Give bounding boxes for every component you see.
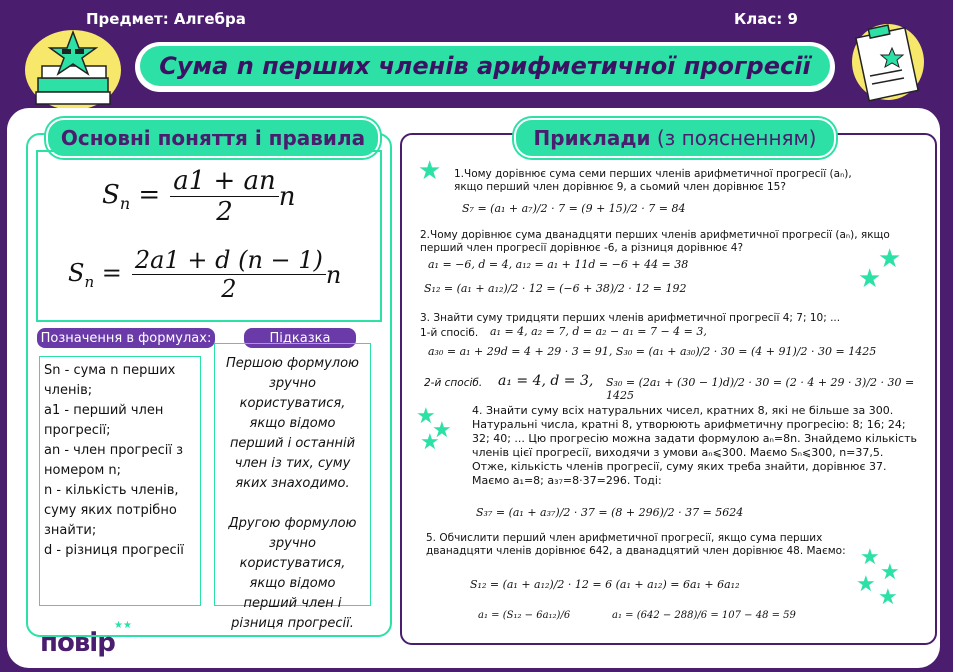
definitions-list [39, 356, 201, 606]
rules-title: Основні поняття і правила [46, 118, 380, 158]
example-2-equation-2: S₁₂ = (a₁ + a₁₂)/2 · 12 = (−6 + 38)/2 · 12 = 192 [424, 282, 687, 295]
star-icon: ★ [856, 572, 876, 597]
example-3-way-2: 2-й спосіб. [424, 377, 483, 389]
books-star-icon [18, 22, 128, 112]
formula-sum-2: $S_n$ = $\frac{2a1 + d (n - 1)}{2}$ n [68, 246, 342, 303]
star-icon: ★ [416, 404, 436, 429]
star-icon: ★ [418, 156, 442, 186]
page-title: Сума n перших членів арифметичної прогресії [140, 46, 830, 86]
example-3-equation-3: a₁ = 4, d = 3, [498, 373, 594, 389]
example-5-equation-1: S₁₂ = (a₁ + a₁₂)/2 · 12 = 6 (a₁ + a₁₂) = 6a₁ + 6a₁₂ [470, 578, 740, 591]
logo-stars-icon: ★★ [114, 620, 132, 631]
example-5-equation-3: a₁ = (642 − 288)/6 = 107 − 48 = 59 [612, 610, 796, 621]
example-1-equation: S₇ = (a₁ + a₇)/2 · 7 = (9 + 15)/2 · 7 = 84 [462, 202, 686, 215]
def-a1: a1 - перший член прогресії; [44, 403, 164, 438]
example-3-equation-1: a₁ = 4, a₂ = 7, d = a₂ − a₁ = 7 − 4 = 3, [490, 325, 707, 338]
hint-tag: Підказка [244, 328, 356, 348]
def-an: an - член прогресії з номером n; [44, 443, 183, 478]
hint-first: Першою формулою зручно користуватися, якщо відомо перший і останній член із тих, суму яких знаходимо. [226, 356, 359, 491]
example-3-text: 3. Знайти суму тридцяти перших членів арифметичної прогресії 4; 7; 10; ... [420, 312, 841, 324]
star-icon: ★ [420, 430, 440, 455]
star-icon: ★ [858, 264, 882, 294]
example-2-text: 2.Чому дорівнює сума дванадцяти перших членів арифметичної прогресії (aₙ), якщо перший член прогресії дорівнює -6, а різниця дорівнює 4? [420, 229, 890, 254]
example-4-text: 4. Знайти суму всіх натуральних чисел, кратних 8, які не більше за 300. Натуральні числа, кратні 8, утворюють арифметичну прогресію: 8; 16; 24; 32; 40; ... Цю прогресію можна задати формулою aₙ=8n. Знайдемо кількість членів цієї прогресії, виходячи з умови aₙ⩽300. Маємо Sₙ⩽300, n=37,5. Отже, кількість членів прогресії, суму яких треба знайти, дорівнює 37. Маємо a₁=8; a₃₇=8·37=296. Тоді: [472, 404, 917, 487]
hint-second: Другою формулою зручно користуватися, якщо відомо перший член і різниця прогресії. [228, 516, 357, 631]
star-icon: ★ [878, 244, 902, 274]
example-3-equation-2: a₃₀ = a₁ + 29d = 4 + 29 · 3 = 91, S₃₀ = (a₁ + a₃₀)/2 · 30 = (4 + 91)/2 · 30 = 1425 [428, 345, 877, 358]
star-icon: ★ [860, 545, 880, 570]
star-icon: ★ [878, 585, 898, 610]
logo: повір [40, 628, 115, 658]
star-icon: ★ [432, 418, 452, 443]
def-d: d - різниця прогресії [44, 543, 184, 558]
grade-label: Клас: 9 [734, 10, 798, 28]
example-5-text: 5. Обчислити перший член арифметичної прогресії, якщо сума перших дванадцяти членів дорівнює 642, а дванадцятий член дорівнює 48. Маємо: [426, 532, 846, 557]
notation-tag: Позначення в формулах: [37, 328, 215, 348]
hint-box [214, 343, 371, 631]
example-1-text: 1.Чому дорівнює сума семи перших членів арифметичної прогресії (aₙ), якщо перший член дорівнює 9, а сьомий член дорівнює 15? [454, 168, 852, 193]
example-2-equation-1: a₁ = −6, d = 4, a₁₂ = a₁ + 11d = −6 + 44 = 38 [428, 258, 689, 271]
example-3-equation-4: S₃₀ = (2a₁ + (30 − 1)d)/2 · 30 = (2 · 4 + 29 · 3)/2 · 30 = 1425 [606, 376, 915, 402]
examples-title: Приклади (з поясненням) [514, 118, 836, 158]
example-5-equation-2: a₁ = (S₁₂ − 6a₁₂)/6 [478, 610, 571, 621]
def-n: n - кількість членів, суму яких потрібно знайти; [44, 483, 179, 538]
subject-label: Предмет: Алгебра [86, 10, 246, 28]
clipboard-icon [848, 14, 928, 104]
example-4-equation: S₃₇ = (a₁ + a₃₇)/2 · 37 = (8 + 296)/2 · 37 = 5624 [476, 506, 744, 519]
example-3-way-1: 1-й спосіб. [420, 327, 479, 339]
star-icon: ★ [880, 560, 900, 585]
formula-sum-1: $S_n$ = $\frac{a1 + an}{2}$ n [102, 166, 296, 227]
def-sn: Sn - сума n перших членів; [44, 363, 176, 398]
